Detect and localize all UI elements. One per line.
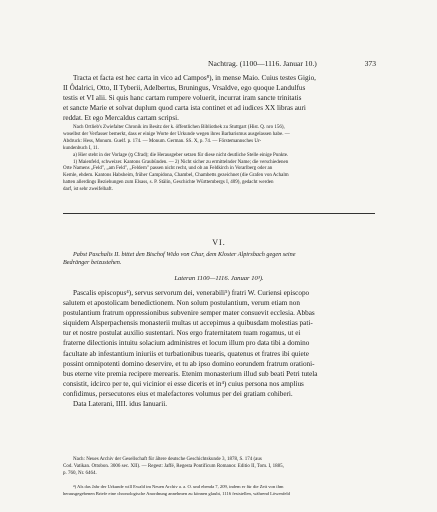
letter-text [63,288,375,409]
text-line: possint omnipotenti domino deservire, et tu ab ipso domino eorundem fratrum orationi- [63,359,315,368]
section-divider [63,213,375,214]
note-line: Cod. Vatikan. Ottobon. 3006 sec. XII). — Regest: Jaffé, Regesta Pontificum Romanor. Editio II, Tom. I, 1885, [63,463,284,469]
note-line: woselbst der Verfasser bemerkt, dass er einige Worte der Urkunde wegen ihres Barbarismus ausgelassen habe. — [63,131,290,137]
text-line: tur et nostre postulat auxilio sustentari. Nos ergo fraternitatem tuam rogamus, ut ei [63,329,301,338]
document-dating: Lateran 1100—1116. Januar 10³). [174,275,264,282]
text-line: confidimus, persecutores eius et malefactores volumus per dei gratiam cohiberi. [63,389,293,398]
note-line: kundenbuch I, 11. [63,145,99,151]
text-line: postulantium fratrum oppressionibus subvenire semper mater consuevit ecclesia. Abbas [63,309,315,318]
running-header [208,59,376,68]
note-line: darf, ist sehr zweifelhaft. [63,187,113,193]
note-line: Abdruck: Hess, Monum. Guelf. p. 174. — Monum. German. SS. X, p. 74. — Förstemannsches Ur- [63,138,262,144]
text-line: et sancte Marie et solvat duplum quod carta ista continet et ad iudices XX libras auri [63,104,306,113]
text-line: Data Laterani, IIII. idus Ianuarii. [73,400,167,409]
document-title [63,251,375,268]
note-line: Kemle, ehdem. Kantons Habsheim, früher Campidona, Chambel, Chambetts gezeichnet (die Grafen von Achalm [63,173,289,179]
text-line: bus eterne vite premia recipere merearis. Etenim monasterium illud sub beati Petri tutela [63,369,318,378]
page-number: 373 [364,59,376,68]
title-line: Bedränger beizustehen. [63,259,122,267]
text-line: Tracta et facta est hec carta in vico ad Campos⁸), in mense Maio. Cuius testes Gigio, [73,74,316,82]
note-line: Nach Ortlieb's Zwiefalter Chronik im Besitz der k. öffentlichen Bibliothek zu Stuttgart (Hist. Q. nro 156), [73,125,285,130]
text-line: testis et VI alii. Si quis hanc cartam rumpere voluerit, incurrat iram sancte trinitatis [63,94,302,103]
footnote-line: ⁴) Als das Jahr der Urkunde will Ewald im Neuen Archiv a. a. O. und ebenda 7, 209, indem er für die Zeit von ihm [73,484,284,489]
title-line: Pabst Paschalis II. bittet den Bischof Wido von Chur, dem Kloster Alpirsbach gegen seine [73,251,296,258]
source-notes-1 [63,125,375,194]
note-line: 1) Maienfeld, schweizer. Kantons Graubünden. — 2) Nicht sicher zu ermittelnder Name; die verschiedenen [73,159,289,165]
text-line: facultate ab infestantium iniuriis et turbationibus tuearis, quatenus et fratres ibi quiete [63,349,309,358]
note-line: p. 760, Nr. 6464. [63,470,97,476]
header-title: Nachtrag. (1100—1116. Januar 10.) [208,59,317,68]
note-line: a) Hier steht in der Vorlage (ꝯ Cfrad); die Herausgeber setzen für diese nicht deutliche Stelle einige Punkte. [73,152,289,158]
document-numeral: VI. [212,238,226,247]
footnotes [63,484,375,497]
text-line: reddat. Et ego Mercaldus cartam scripsi. [63,114,179,123]
text-line: Pascalis episcopus⁴), servus servorum dei, venerabili⁵) fratri W. Curiensi episcopo [73,289,310,297]
source-notes-2 [63,457,375,478]
footnote-line: herausgegebenen Briefe eine chronologische Anordnung annehmen zu können glaubt, 1116 feststellen, während Löwenfeld [63,490,290,496]
note-line: Nach: Neues Archiv der Gesellschaft für ältere deutsche Geschichtskunde 3, 1878, S. 174 (aus [73,457,262,462]
note-line: Orte Namens „Feld", „am Feld", „Feldern" passen nicht recht, und ob an Feldkirch in Vorarlberg oder an [63,166,273,172]
text-line: salutem et apostolicam benedictionem. Non solum postulantium, verum etiam non [63,299,300,308]
charter-text-end [63,73,375,123]
text-line: consistit, idcirco per te, qui vicinior ei esse diceris et in⁴) cuius persona nos amplius [63,379,304,388]
text-line: II Ôdalrici, Otto, II Tyberii, Adelbertus, Bruningus, Vrsaldve, ego quoque Landulfus [63,84,306,93]
note-line: hatten allerdings Beziehungen zum Elsass, s. P. Stälin, Geschichte Württembergs I, 409), gedacht werden [63,180,274,186]
text-line: siquidem Alsperpachensis monasterii multas ut accepimus a quibusdam molestias pati- [63,319,313,328]
text-line: fraterne dilectionis intuitu solacium administres et locum illum pro data tibi a domino [63,339,310,348]
